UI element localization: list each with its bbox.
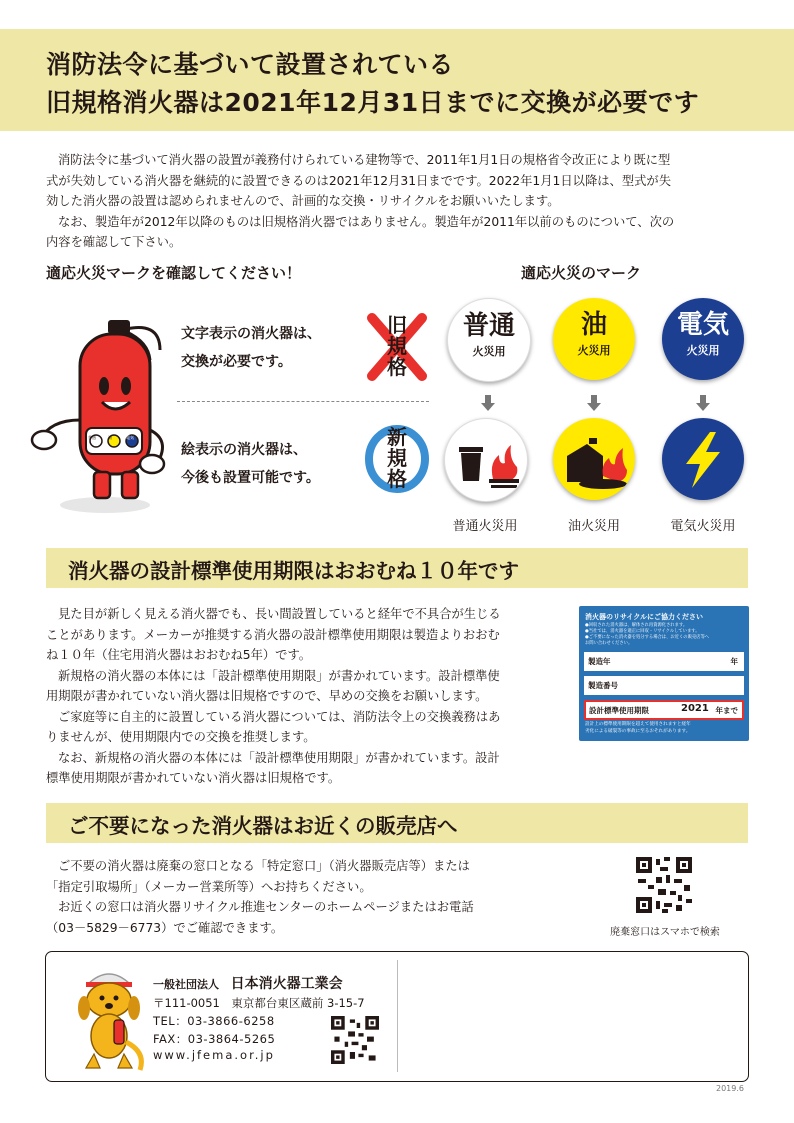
lifespan-heading-band [46,548,748,588]
qr-caption: 廃棄窓口はスマホで検索 [610,927,720,938]
extinguisher-label-electric: 電気 [126,435,134,440]
old-standard-mark [366,312,428,382]
recycle-label-panel [579,606,749,741]
lifespan-line: りませんが、使用期限内での交換を推奨します。 [46,730,316,744]
lifespan-heading: 消火器の設計標準使用期限はおおむね１０年です [68,559,519,583]
lifespan-line: 用期限が書かれていない消火器は旧規格ですので、早めの交換をお願いします。 [46,689,488,703]
page-title-line2: 旧規格消火器は2021年12月31日までに交換が必要です [46,88,700,117]
marks-left-heading: 適応火災マークを確認してください！ [46,264,302,282]
lifespan-text [46,604,566,789]
new-type-text-line2: 今後も設置可能です。 [181,470,320,486]
lifespan-line: 見た目が新しく見える消火器でも、長い間設置していると経年で不具合が生じる [58,607,501,621]
publish-date: 2019.6 [716,1084,744,1093]
disposal-line: 「指定引取場所」（メーカー営業所等）へお持ちください。 [46,879,372,894]
disposal-qr-code[interactable] [636,857,692,913]
intro-line: 内容を確認して下さい。 [46,235,182,249]
recycle-label-bottom: 設計上の標準使用期限を超えて使用されますと経年 劣化による破裂等の事故に至るおそれがあります。 [585,722,691,734]
disposal-heading: ご不要になった消火器はお近くの販売店へ [68,814,458,838]
footer-divider [397,960,398,1072]
org-prefix: 一般社団法人 [153,978,219,991]
org-qr-code[interactable] [331,1016,379,1064]
oil-can-fire-icon [553,418,635,500]
new-type-text-line1: 絵表示の消火器は、 [181,442,307,458]
extinguisher-character-illustration [30,300,170,520]
old-type-text-line1: 文字表示の消火器は、 [181,326,321,342]
divider-dashed [177,401,429,402]
old-standard-label: 旧 規 格 [387,313,407,379]
new-standard-mark [364,423,430,495]
label-row-serial: 製造番号 [584,676,744,695]
intro-line: 消防法令に基づいて消火器の設置が義務付けられている建物等で、2011年1月1日の規格省令改正により既に型 [58,153,671,167]
title-banner [0,29,794,131]
recycle-label-title: 消火器のリサイクルにご協力ください [585,613,704,621]
arrow-down-icon [696,403,710,411]
text-mark-oil: 油 火災用 [553,298,635,380]
label-row-year: 製造年 年 [584,652,744,671]
new-type-text [181,436,320,492]
lightning-icon [662,418,744,500]
disposal-text [46,856,566,938]
disposal-line: （03－5829－6773）でご確認できます。 [46,920,284,935]
lifespan-line: 新規格の消火器の本体には「設計標準使用期限」が書かれています。設計標準使 [58,668,500,683]
disposal-line: お近くの窓口は消火器リサイクル推進センターのホームページまたはお電話 [58,900,474,914]
org-tel: TEL：03-3866-6258 [153,1014,275,1028]
intro-text [46,150,748,253]
trash-fire-icon [445,419,527,501]
org-url[interactable]: www.jfema.or.jp [153,1048,275,1062]
new-standard-label: 新 規 格 [387,425,407,491]
lifespan-line: 標準使用期限が書かれていない消火器は旧規格です。 [46,771,341,785]
org-fax: FAX：03-3864-5265 [153,1032,276,1046]
org-name-line [153,973,343,993]
lifespan-line: ことがあります。メーカーが推奨する消火器の設計標準使用期限は製造よりおおむ [46,627,500,642]
label-row-expiry: 設計標準使用期限 2021 年まで [584,700,744,720]
old-type-text [181,320,321,376]
page-title-line1: 消防法令に基づいて設置されている [46,50,455,79]
lifespan-line: ご家庭等に自主的に設置している消火器については、消防法令上の交換義務はあ [58,709,501,724]
lifespan-line: なお、新規格の消火器の本体には「設計標準使用期限」が書かれています。設計 [58,750,500,765]
lifespan-line: ね１０年（住宅用消火器はおおむね5年）です。 [46,648,312,662]
intro-line: 式が失効している消火器を継続的に設置できるのは2021年12月31日までです。2022年1月1日以降は、型式が失 [46,173,672,188]
marks-right-heading: 適応火災のマーク [521,264,642,282]
recycle-label-notes: ●回収された消火器は、解体され再資源化されます。 ●当社では、消火器を適正に回収・リサイクルしています。 ●ご不要になった消火器を処分する場合は、お近くの販売店等へ お問い合わせください。 [585,623,710,646]
picture-mark-ordinary [444,418,528,502]
picture-mark-electric [662,418,744,500]
text-mark-electric: 電気 火災用 [662,298,744,380]
org-address: 〒111-0051 東京都台東区蔵前 3-15-7 [153,996,365,1010]
mascot-dog-illustration [66,962,152,1074]
caption-ordinary: 普通火災用 [452,519,518,534]
text-mark-ordinary: 普通 火災用 [447,298,531,382]
old-type-text-line2: 交換が必要です。 [181,354,292,370]
caption-electric: 電気火災用 [670,519,736,534]
arrow-down-icon [587,403,601,411]
intro-line: 効した消火器の設置は認められませんので、計画的な交換・リサイクルをお願いいたします。 [46,194,560,208]
intro-line: なお、製造年が2012年以降のものは旧規格消火器ではありません。製造年が2011年以前のものについて、次の [58,214,675,229]
disposal-line: ご不要の消火器は廃棄の窓口となる「特定窓口」（消火器販売店等）または [58,859,470,873]
org-name: 日本消火器工業会 [230,976,343,992]
disposal-heading-band [46,803,748,843]
extinguisher-label-ordinary: 普通 [88,435,96,440]
extinguisher-label-oil: 油 [108,435,112,440]
arrow-down-icon [481,403,495,411]
footer-contact-box [45,951,749,1082]
caption-oil: 油火災用 [567,519,620,534]
picture-mark-oil [553,418,635,500]
